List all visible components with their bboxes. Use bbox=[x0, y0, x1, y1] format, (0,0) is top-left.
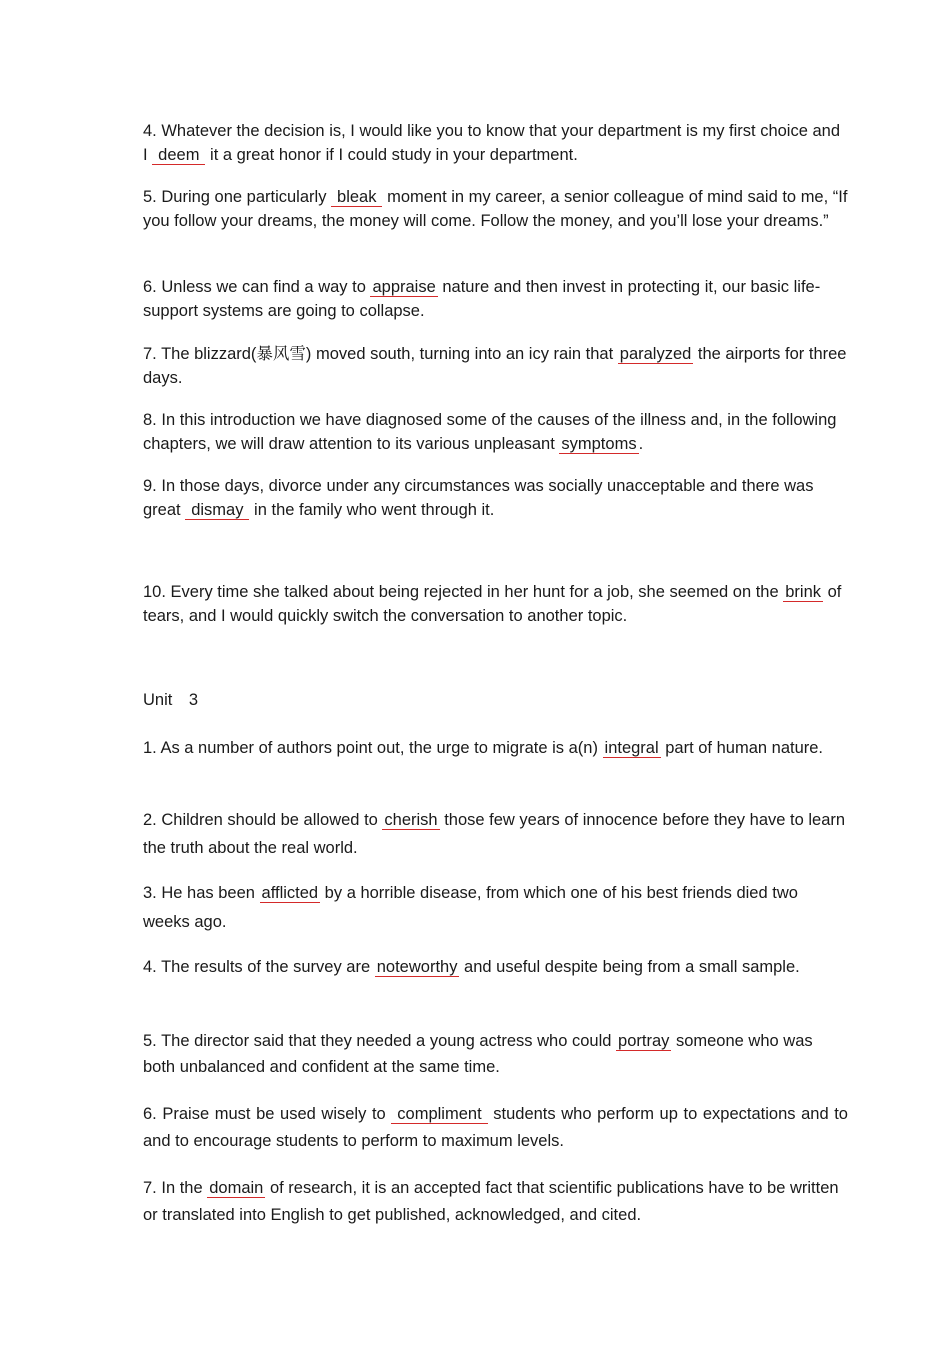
answer-blank: portray bbox=[618, 1032, 670, 1050]
item-text-after: in the family who went through it. bbox=[249, 501, 495, 519]
answer-blank: symptoms bbox=[561, 435, 637, 453]
item-text-before: The director said that they needed a young actress who could bbox=[161, 1032, 617, 1050]
item-text-after: nature and then invest in protecting it, our basic life-support systems are going to collapse. bbox=[143, 278, 821, 320]
item-text-after: of tears, and I would quickly switch the conversation to another topic. bbox=[143, 583, 842, 625]
answer-blank: noteworthy bbox=[376, 958, 458, 976]
item-number: 1. bbox=[143, 739, 157, 757]
item-number: 3. bbox=[143, 884, 157, 902]
answer-blank: dismay bbox=[185, 501, 249, 520]
item-text-after: . bbox=[638, 435, 644, 453]
exercise-item bbox=[143, 342, 848, 390]
exercise-item bbox=[143, 806, 848, 862]
item-number: 9. bbox=[143, 477, 157, 495]
item-text-before: The blizzard(暴风雪) moved south, turning into an icy rain that bbox=[161, 345, 618, 363]
item-number: 2. bbox=[143, 811, 157, 829]
exercise-item bbox=[143, 1028, 848, 1080]
exercise-item bbox=[143, 954, 848, 981]
exercise-item bbox=[143, 879, 848, 937]
item-text-after: someone who was both unbalanced and confident at the same time. bbox=[143, 1032, 813, 1076]
answer-blank: deem bbox=[152, 146, 205, 165]
item-text-before: In the bbox=[161, 1179, 208, 1197]
item-number: 8. bbox=[143, 411, 157, 429]
exercise-item bbox=[143, 474, 848, 522]
answer-blank: afflicted bbox=[261, 884, 319, 902]
item-text-before: Every time she talked about being rejected in her hunt for a job, she seemed on the bbox=[170, 583, 784, 601]
item-text-after: it a great honor if I could study in your department. bbox=[205, 146, 578, 164]
item-text-after: of research, it is an accepted fact that scientific publications have to be written or translated into English to get published, acknowledged, and cited. bbox=[143, 1179, 839, 1224]
answer-blank: cherish bbox=[384, 811, 438, 829]
item-text-before: Praise must be used wisely to bbox=[162, 1105, 392, 1123]
item-text-before: In this introduction we have diagnosed some of the causes of the illness and, in the following chapters, we will draw attention to its various unpleasant bbox=[143, 411, 837, 453]
item-text-before: In those days, divorce under any circumstances was socially unacceptable and there was great bbox=[143, 477, 814, 519]
exercise-item bbox=[143, 735, 848, 761]
item-number: 5. bbox=[143, 188, 157, 206]
item-number: 7. bbox=[143, 345, 157, 363]
exercise-item bbox=[143, 580, 848, 628]
item-text-before: The results of the survey are bbox=[161, 958, 375, 976]
item-text-before: During one particularly bbox=[161, 188, 332, 206]
item-text-before: As a number of authors point out, the urge to migrate is a(n) bbox=[160, 739, 603, 757]
item-text-after: those few years of innocence before they have to learn the truth about the real world. bbox=[143, 811, 846, 857]
item-text-after: moment in my career, a senior colleague of mind said to me, “If you follow your dreams, the money will come. Follow the money, and you’ll lose your dreams.” bbox=[143, 188, 848, 230]
item-number: 6. bbox=[143, 278, 157, 296]
answer-blank: brink bbox=[785, 583, 822, 601]
item-text-after: by a horrible disease, from which one of his best friends died two weeks ago. bbox=[143, 884, 798, 931]
item-text-before: Whatever the decision is, I would like you to know that your department is my first choice and I bbox=[143, 122, 841, 164]
item-number: 6. bbox=[143, 1105, 157, 1123]
exercise-item bbox=[143, 185, 848, 233]
item-number: 5. bbox=[143, 1032, 157, 1050]
answer-blank: appraise bbox=[372, 278, 436, 296]
item-text-after: students who perform up to expectations and to and to encourage students to perform to maximum levels. bbox=[143, 1105, 848, 1150]
item-number: 4. bbox=[143, 958, 157, 976]
item-text-before: He has been bbox=[161, 884, 260, 902]
exercise-item bbox=[143, 1101, 848, 1155]
unit-heading: Unit 3 bbox=[143, 691, 199, 709]
answer-blank: bleak bbox=[331, 188, 382, 207]
exercise-item bbox=[143, 408, 848, 456]
answer-blank: compliment bbox=[391, 1105, 487, 1124]
item-text-after: and useful despite being from a small sample. bbox=[459, 958, 800, 976]
item-text-after: part of human nature. bbox=[660, 739, 824, 757]
answer-blank: domain bbox=[209, 1179, 264, 1197]
answer-blank: integral bbox=[604, 739, 659, 757]
item-number: 7. bbox=[143, 1179, 157, 1197]
item-text-before: Children should be allowed to bbox=[161, 811, 383, 829]
exercise-item bbox=[143, 1175, 848, 1229]
item-text-before: Unless we can find a way to bbox=[161, 278, 371, 296]
exercise-item bbox=[143, 119, 848, 167]
answer-blank: paralyzed bbox=[619, 345, 692, 363]
item-number: 10. bbox=[143, 583, 166, 601]
item-number: 4. bbox=[143, 122, 157, 140]
exercise-item bbox=[143, 275, 848, 323]
item-text-after: the airports for three days. bbox=[143, 345, 847, 387]
